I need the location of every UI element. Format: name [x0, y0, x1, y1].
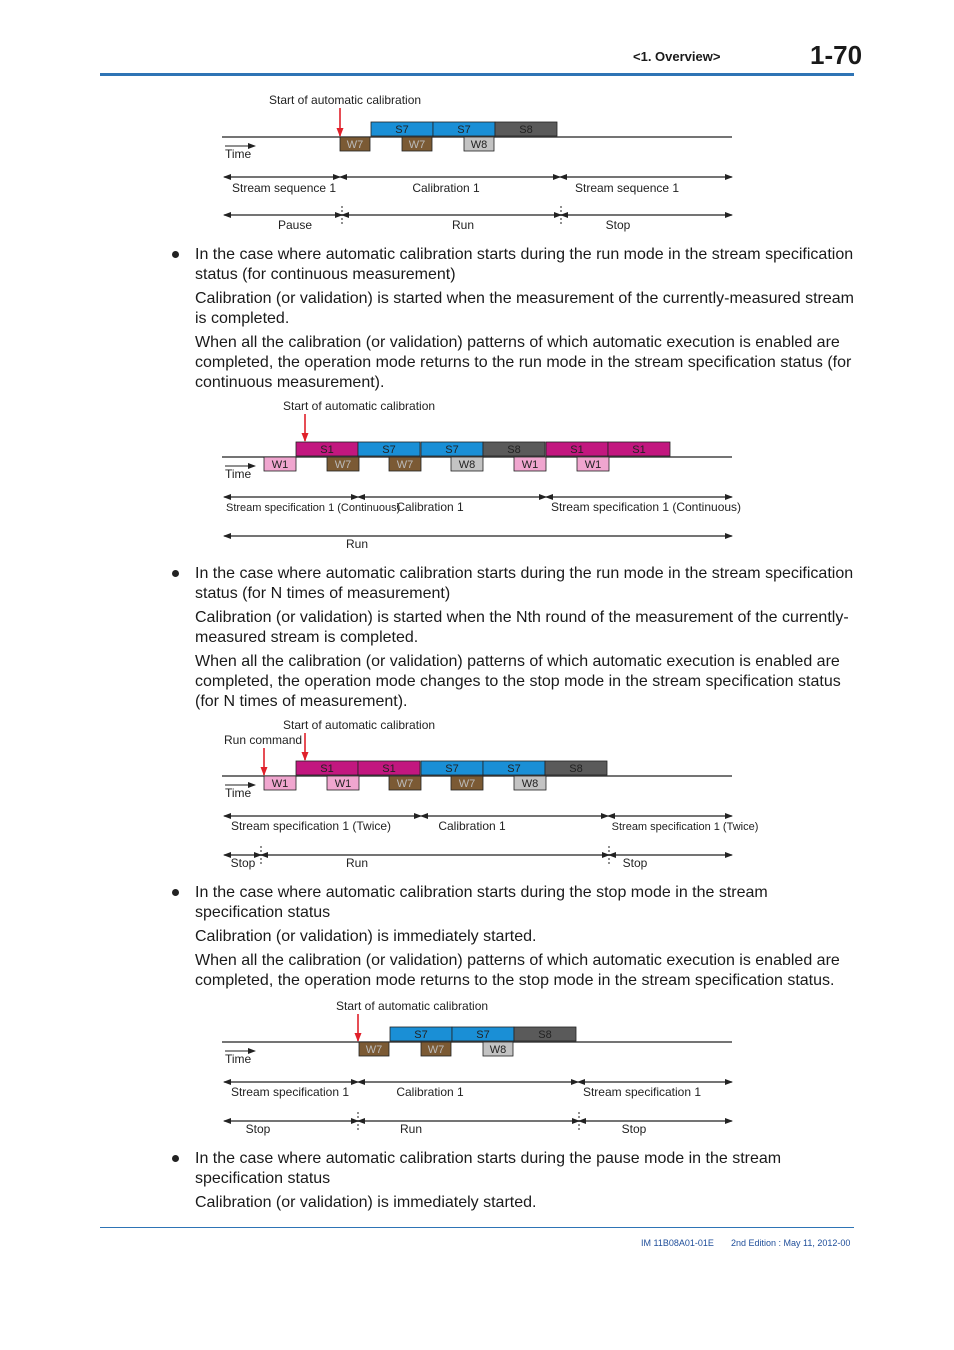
bullet-paragraph: Calibration (or validation) is started when the measurement of the currently-measured stream is completed. [195, 290, 854, 327]
block-label: S7 [445, 444, 459, 456]
mode-label: Run [345, 856, 369, 870]
block-label: W7 [365, 1044, 383, 1056]
mode-label: Stop [230, 856, 256, 870]
bottom-block-w7 [389, 457, 421, 471]
start-calibration-label: Start of automatic calibration [336, 999, 489, 1013]
bottom-block-w7 [389, 776, 421, 790]
run-command-label: Run command [224, 733, 303, 747]
bullet-stop-mode [195, 883, 855, 991]
time-label: Time [225, 147, 252, 161]
block-label: S8 [538, 1029, 552, 1041]
bottom-block-w7 [402, 137, 432, 151]
start-calibration-label: Start of automatic calibration [283, 399, 436, 413]
phase-label: Stream specification 1 [230, 1085, 350, 1099]
bottom-block-w1 [264, 457, 296, 471]
mode-label: Run [345, 537, 369, 551]
section-title: <1. Overview> [633, 49, 721, 64]
block-label: W7 [408, 139, 426, 151]
bullet-n-times [195, 564, 855, 712]
top-block-s1 [296, 761, 358, 775]
top-block-s7 [371, 122, 433, 136]
phase-label: Stream specification 1 (Continuous) [550, 500, 742, 514]
diagram-4 [222, 999, 732, 1136]
bullet-title: In the case where automatic calibration starts during the run mode in the stream specification status (for continuous measurement) [195, 246, 854, 283]
top-block-s7 [421, 442, 483, 456]
block-label: S8 [519, 124, 533, 136]
mode-label: Stop [245, 1122, 271, 1136]
bottom-block-w1 [264, 776, 296, 790]
block-label: W8 [521, 778, 539, 790]
bottom-block-w7 [421, 1042, 451, 1056]
top-block-s7 [421, 761, 483, 775]
phase-label: Calibration 1 [396, 500, 464, 514]
bullet-dot [172, 889, 179, 896]
bullet-pause-mode [195, 1149, 855, 1213]
top-block-s8 [495, 122, 557, 136]
block-label: S7 [414, 1029, 428, 1041]
bullet-title: In the case where automatic calibration starts during the pause mode in the stream specification status [195, 1150, 782, 1187]
block-label: W1 [271, 778, 289, 790]
block-label: S8 [569, 763, 583, 775]
top-block-s7 [358, 442, 420, 456]
block-label: W7 [346, 139, 364, 151]
block-label: W1 [271, 459, 289, 471]
bottom-block-w8 [451, 457, 483, 471]
block-label: S7 [382, 444, 396, 456]
time-label: Time [225, 786, 252, 800]
phase-label: Stream sequence 1 [232, 181, 337, 195]
block-label: W7 [396, 459, 414, 471]
bullet-dot [172, 251, 179, 258]
block-label: S1 [320, 763, 334, 775]
block-label: S8 [507, 444, 521, 456]
top-block-s7 [390, 1027, 452, 1041]
bottom-block-w7 [327, 457, 359, 471]
bullet-paragraph: When all the calibration (or validation) patterns of which automatic execution is enabled are completed, the operation mode returns to the stop mode in the stream specification status. [195, 952, 840, 989]
top-block-s1 [546, 442, 608, 456]
block-label: S7 [457, 124, 471, 136]
mode-label: Stop [621, 1122, 647, 1136]
block-label: W1 [584, 459, 602, 471]
block-label: W7 [427, 1044, 445, 1056]
bullet-paragraph: When all the calibration (or validation) patterns of which automatic execution is enabled are completed, the operation mode returns to the run mode in the stream specification status (for continuous measurement). [195, 334, 852, 391]
block-label: W7 [334, 459, 352, 471]
bullet-dot [172, 570, 179, 577]
document-id: IM 11B08A01-01E [641, 1238, 714, 1248]
block-label: W7 [458, 778, 476, 790]
top-block-s7 [452, 1027, 514, 1041]
bullet-title: In the case where automatic calibration starts during the run mode in the stream specification status (for N times of measurement) [195, 565, 854, 602]
block-label: S1 [320, 444, 334, 456]
bullet-paragraph: Calibration (or validation) is immediately started. [195, 1194, 537, 1211]
time-label: Time [225, 1052, 252, 1066]
block-label: W8 [489, 1044, 507, 1056]
diagram-2 [222, 399, 741, 551]
phase-label: Calibration 1 [396, 1085, 464, 1099]
block-label: W1 [521, 459, 539, 471]
bullet-paragraph: When all the calibration (or validation) patterns of which automatic execution is enabled are completed, the operation mode changes to the stop mode in the stream specification status (for N times of measurement). [195, 653, 841, 710]
phase-label: Calibration 1 [412, 181, 480, 195]
diagram-1 [222, 93, 732, 232]
phase-label: Stream specification 1 (Continuous) [226, 502, 401, 514]
mode-label: Run [451, 218, 475, 232]
block-label: S1 [632, 444, 646, 456]
top-block-s8 [514, 1027, 576, 1041]
block-label: W7 [396, 778, 414, 790]
bottom-block-w1 [327, 776, 359, 790]
page-number: 1-70 [810, 40, 863, 70]
block-label: S7 [395, 124, 409, 136]
top-block-s8 [545, 761, 607, 775]
block-label: S7 [476, 1029, 490, 1041]
bottom-block-w8 [483, 1042, 513, 1056]
top-block-s1 [296, 442, 358, 456]
bullet-continuous [195, 245, 855, 393]
mode-label: Stop [622, 856, 648, 870]
block-label: W8 [458, 459, 476, 471]
bullet-dot [172, 1155, 179, 1162]
mode-label: Run [399, 1122, 423, 1136]
bottom-block-w7 [359, 1042, 389, 1056]
bottom-block-w1 [514, 457, 546, 471]
top-block-s7 [433, 122, 495, 136]
footer-rule [100, 1227, 854, 1228]
top-block-s8 [483, 442, 545, 456]
block-label: S1 [382, 763, 396, 775]
bullet-paragraph: Calibration (or validation) is immediately started. [195, 928, 537, 945]
bottom-block-w7 [340, 137, 370, 151]
bullet-title: In the case where automatic calibration starts during the stop mode in the stream specification status [195, 884, 768, 921]
top-block-s1 [608, 442, 670, 456]
phase-label: Calibration 1 [438, 819, 506, 833]
phase-label: Stream specification 1 [582, 1085, 702, 1099]
block-label: S1 [570, 444, 584, 456]
mode-label: Pause [277, 218, 313, 232]
mode-label: Stop [605, 218, 631, 232]
block-label: W1 [334, 778, 352, 790]
edition-date: 2nd Edition : May 11, 2012-00 [731, 1238, 851, 1248]
phase-label: Stream sequence 1 [575, 181, 680, 195]
bottom-block-w8 [514, 776, 546, 790]
diagram-3 [222, 718, 758, 870]
phase-label: Stream specification 1 (Twice) [611, 821, 759, 833]
block-label: S7 [445, 763, 459, 775]
block-label: W8 [470, 139, 488, 151]
top-block-s7 [483, 761, 545, 775]
start-calibration-label: Start of automatic calibration [269, 93, 422, 107]
phase-label: Stream specification 1 (Twice) [230, 819, 392, 833]
block-label: S7 [507, 763, 521, 775]
top-block-s1 [358, 761, 420, 775]
time-label: Time [225, 467, 252, 481]
start-calibration-label: Start of automatic calibration [283, 718, 436, 732]
bottom-block-w8 [464, 137, 494, 151]
bullet-paragraph: Calibration (or validation) is started when the Nth round of the measurement of the currently-measured stream is completed. [195, 609, 849, 646]
bottom-block-w7 [451, 776, 483, 790]
bottom-block-w1 [577, 457, 609, 471]
